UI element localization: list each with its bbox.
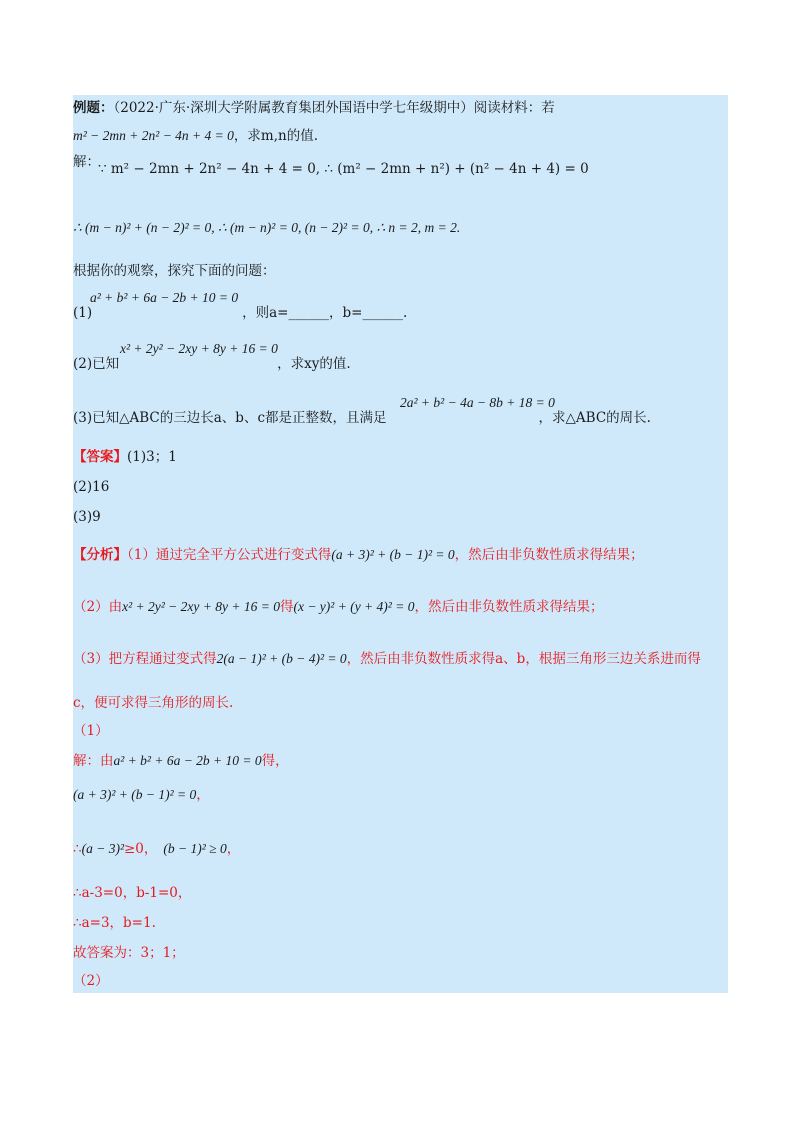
solution-part-2-num: （2） (73, 973, 109, 989)
solution-step-4: ∴a-3=0，b-1=0， (73, 885, 192, 901)
solution-line-2: ∴ (m − n)² + (n − 2)² = 0, ∴ (m − n)² = 0, (n − 2)² = 0, ∴ n = 2, m = 2. (73, 220, 461, 235)
question-1 (73, 304, 407, 322)
solution-part-1-num: （1） (73, 723, 109, 739)
question-2-tail: ，求xy的值. (277, 356, 351, 372)
solution-label: 解： (73, 154, 100, 170)
question-1-equation: a² + b² + 6a − 2b + 10 = 0 (90, 290, 239, 305)
answer-1: 【答案】(1)3；1 (73, 449, 177, 465)
question-3-tail: ，求△ABC的周长. (538, 410, 651, 426)
analysis-label: 【分析】 (73, 547, 127, 563)
analysis-3: （3）把方程通过变式得2(a − 1)² + (b − 4)² = 0，然后由非负数性质求得a、b，根据三角形三边关系进而得 (73, 651, 701, 667)
analysis-1: 【分析】（1）通过完全平方公式进行变式得(a + 3)² + (b − 1)² = 0，然后由非负数性质求得结果； (73, 547, 644, 563)
question-3 (73, 409, 651, 427)
example-header (73, 99, 555, 117)
explore-prompt: 根据你的观察，探究下面的问题： (73, 263, 276, 279)
solution-step-6: 故答案为：3；1； (73, 945, 185, 961)
question-2-equation: x² + 2y² − 2xy + 8y + 16 = 0 (120, 341, 278, 356)
solution-step-5: ∴a=3，b=1. (73, 915, 156, 931)
example-label: 例题： (73, 100, 114, 116)
question-3-num: (3)已知△ABC的三边长a、b、c都是正整数，且满足 (73, 410, 387, 426)
analysis-2: （2）由x² + 2y² − 2xy + 8y + 16 = 0得(x − y)² + (y + 4)² = 0，然后由非负数性质求得结果； (73, 599, 604, 615)
solution-line-1: ∵ m² − 2mn + 2n² − 4n + 4 = 0, ∴ (m² − 2mn + n²) + (n² − 4n + 4) = 0 (98, 161, 589, 177)
answer-2: (2)16 (73, 479, 110, 495)
solution-step-3: ∴(a − 3)²≥0， (b − 1)² ≥ 0， (73, 841, 241, 857)
solution-step-2: (a + 3)² + (b − 1)² = 0， (73, 787, 210, 803)
condition-tail: ，求m,n的值. (233, 128, 318, 144)
answer-3: (3)9 (73, 509, 101, 525)
question-3-equation: 2a² + b² − 4a − 8b + 18 = 0 (400, 395, 555, 410)
question-1-tail: ，则a=______，b=______. (242, 305, 408, 321)
solution-step-1: 解：由a² + b² + 6a − 2b + 10 = 0得， (73, 753, 289, 769)
question-1-num: (1) (73, 305, 93, 321)
question-2 (73, 355, 351, 373)
question-2-num: (2)已知 (73, 356, 120, 372)
example-source: （2022·广东·深圳大学附属教育集团外国语中学七年级期中）阅读材料：若 (113, 100, 555, 116)
example-condition (73, 127, 318, 145)
condition-equation: m² − 2mn + 2n² − 4n + 4 = 0 (73, 128, 234, 143)
analysis-3-cont: c，便可求得三角形的周长. (73, 695, 234, 711)
answer-label: 【答案】 (73, 449, 127, 465)
